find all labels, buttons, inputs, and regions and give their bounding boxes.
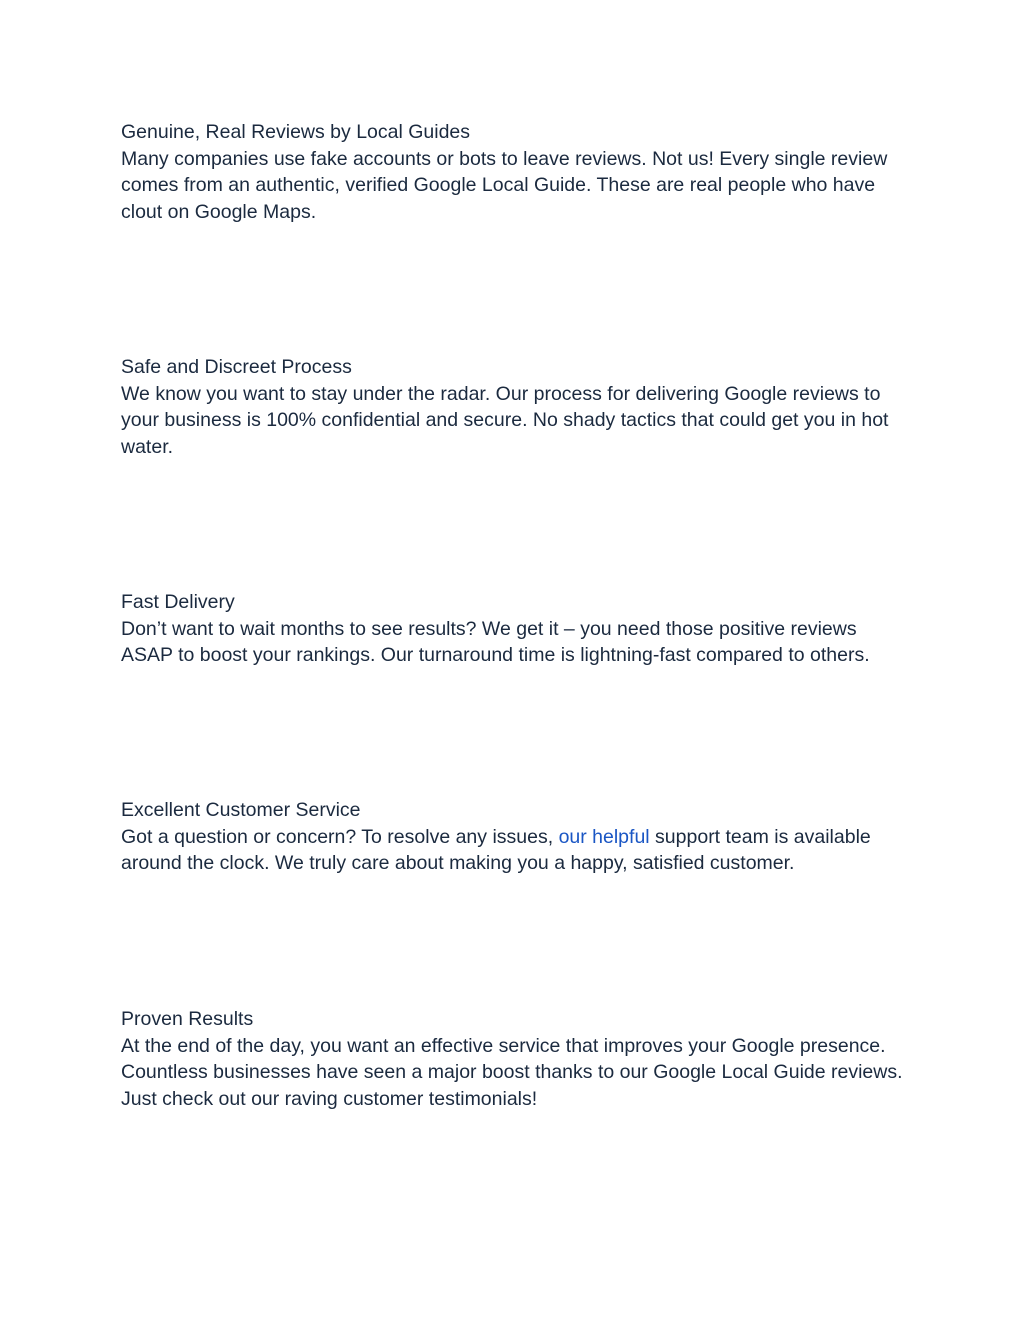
body-text-after-link: support team is available around the clock. We truly care about making you a happy, satisfied customer. xyxy=(121,825,871,875)
section-safe-process xyxy=(121,354,911,460)
section-heading: Proven Results xyxy=(121,1008,254,1030)
section-body: We know you want to stay under the radar. Our process for delivering Google reviews to your business is 100% confidential and secure. No shady tactics that could get you in hot water. xyxy=(121,382,889,458)
section-body xyxy=(121,824,911,877)
section-heading: Genuine, Real Reviews by Local Guides xyxy=(121,121,471,143)
section-local-guides xyxy=(121,119,911,225)
body-text-before-link: Got a question or concern? To resolve any issues, xyxy=(121,825,559,848)
section-heading: Fast Delivery xyxy=(121,591,235,613)
section-heading: Safe and Discreet Process xyxy=(121,356,352,378)
section-body: Don’t want to wait months to see results? We get it – you need those positive reviews ASAP to boost your rankings. Our turnaround time is lightning-fast compared to others. xyxy=(121,617,870,667)
section-proven-results xyxy=(121,1006,911,1112)
support-team-link[interactable]: our helpful xyxy=(558,825,650,848)
section-fast-delivery xyxy=(121,589,911,669)
section-body: At the end of the day, you want an effective service that improves your Google presence. Countless businesses have seen a major boost thanks to our Google Local Guide reviews. Just check out our raving customer testimonials! xyxy=(121,1034,903,1110)
section-customer-service xyxy=(121,797,911,877)
section-heading: Excellent Customer Service xyxy=(121,799,361,821)
section-body: Many companies use fake accounts or bots to leave reviews. Not us! Every single review comes from an authentic, verified Google Local Guide. These are real people who have clout on Google Maps. xyxy=(121,147,888,223)
